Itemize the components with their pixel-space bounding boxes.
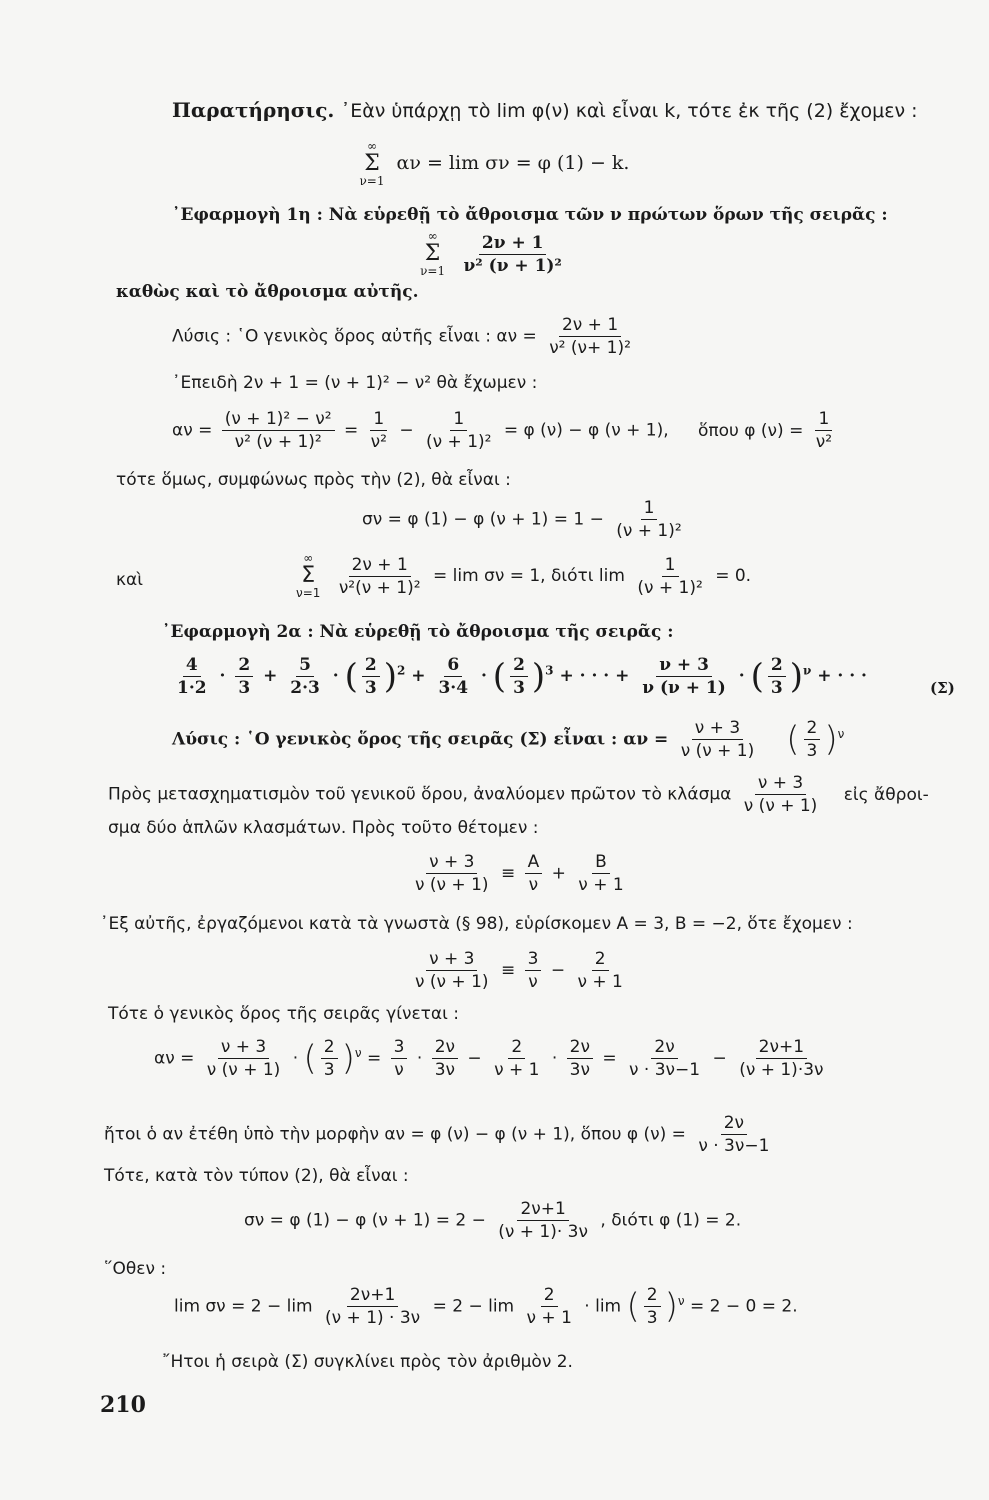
ex-aftis-line: ᾿Εξ αὐτῆς, ἐργαζόμενοι κατὰ τὰ γνωστὰ (§ 98), εὑρίσκομεν A = 3, B = −2, ὅτε ἔχομεν : xyxy=(100,914,853,934)
othen-label: ῞Οθεν : xyxy=(104,1259,167,1279)
series-sigma: $\frac{4}{1\cdot 2}$ · $\frac{2}{3}$ + $\frac{5}{2\cdot 3}$ · ( $\frac{2}{3}$ )$^2$ + $\frac{6}{3\cdot 4}$ · ( $\frac{2}{3}$ )$^3$ + · · · + $\frac{\nu + 3}{\nu (\nu + 1)}$ · ( $\frac{2}{3}$ )$^\nu$ + · · · xyxy=(177,655,867,698)
telescoping-line: αν = $\frac{\text{(ν + 1)² − ν²}}{\text{ν² (ν + 1)²}}$ = $\frac{1}{\text{ν²}}$ − $\frac{1}{\text{(ν + 1)²}}$ = φ (ν) − φ (ν + 1), ὅπου φ (ν) = $\frac{1}{\text{ν²}}$ xyxy=(172,409,833,452)
lysis-1: Λύσις : ῾Ο γενικὸς ὅρος αὐτῆς εἶναι : αν = $\frac{2\nu + 1}{\text{ν² (ν+ 1)²}}$ xyxy=(172,315,631,358)
sum-limit-line: ∞ Σ ν=1 $\frac{2\nu + 1}{\text{ν²(ν + 1)²}}$ = lim σν = 1, διότι lim $\frac{1}{\text{(ν + 1)²}}$ = 0. xyxy=(296,551,752,600)
itoi-line: ἤτοι ὁ αν ἐτέθη ὑπὸ τὴν μορφὴν αν = φ (ν) − φ (ν + 1), ὅπου φ (ν) = $\frac{2\nu}{\nu \cdot 3\nu-1}$ xyxy=(104,1113,770,1156)
application-1-series: ∞ Σ ν=1 $\frac{2\nu + 1}{\text{ν² (ν + 1)²}}$ xyxy=(420,229,562,278)
application-2-heading: ᾿Εφαρμογὴ 2α : Νὰ εὑρεθῇ τὸ ἄθροισμα τῆς σειρᾶς : xyxy=(162,622,674,642)
conclusion-line: ῎Ητοι ἡ σειρὰ (Σ) συγκλίνει πρὸς τὸν ἀριθμὸν 2. xyxy=(162,1352,573,1372)
transform-line-2: σμα δύο ἁπλῶν κλασμάτων. Πρὸς τοῦτο θέτομεν : xyxy=(108,818,539,838)
partial-sum-line: σν = φ (1) − φ (ν + 1) = 1 − $\frac{1}{\text{(ν + 1)²}}$ xyxy=(362,498,682,541)
application-1-heading: ᾿Εφαρμογὴ 1η : Νὰ εὑρεθῇ τὸ ἄθροισμα τῶν ν πρώτων ὅρων τῆς σειρᾶς : xyxy=(172,205,888,225)
general-term-expansion: αν = $\frac{\nu + 3}{\nu (\nu + 1)}$ · ( $\frac{2}{3}$ )$^\nu$ = $\frac{3}{\nu}$ · $\frac{2\nu}{3\nu}$ − $\frac{2}{\nu + 1}$ · $\frac{2\nu}{3\nu}$ = $\frac{2\nu}{\nu \cdot 3\nu-1}$ − $\frac{2\nu+1}{(\nu + 1)\cdot 3\nu}$ xyxy=(154,1037,824,1080)
partial-fractions-identity: $\frac{\nu + 3}{\nu (\nu + 1)}$ ≡ $\frac{A}{\nu}$ + $\frac{B}{\nu + 1}$ xyxy=(415,852,624,895)
page-number: 210 xyxy=(100,1392,146,1418)
tote-line: τότε ὅμως, συμφώνως πρὸς τὴν (2), θὰ εἶναι : xyxy=(116,470,511,490)
transform-line-1: Πρὸς μετασχηματισμὸν τοῦ γενικοῦ ὅρου, ἀναλύομεν πρῶτον τὸ κλάσμα $\frac{\nu + 3}{\nu (\nu + 1)}$ εἰς ἄθροι- xyxy=(108,773,929,816)
tote-formula-line: Τότε, κατὰ τὸν τύπον (2), θὰ εἶναι : xyxy=(104,1166,409,1186)
kai-label: καὶ xyxy=(116,570,143,590)
remark-text: ᾿Εὰν ὑπάρχῃ τὸ lim φ(ν) καὶ εἶναι k, τότε ἐκ τῆς (2) ἔχομεν : xyxy=(340,100,918,122)
remark-formula: ∞ Σ ν=1 αν = lim σν = φ (1) − k. xyxy=(359,139,630,188)
application-1-kathos: καθὼς καὶ τὸ ἄθροισμα αὐτῆς. xyxy=(116,282,419,302)
sigma-final-line: σν = φ (1) − φ (ν + 1) = 2 − $\frac{2\nu+1}{(\nu + 1)\cdot 3\nu}$ , διότι φ (1) = 2. xyxy=(244,1199,742,1242)
tote-general-term: Τότε ὁ γενικὸς ὅρος τῆς σειρᾶς γίνεται : xyxy=(108,1004,459,1024)
limit-line: lim σν = 2 − lim $\frac{2\nu+1}{(\nu + 1) \cdot 3\nu}$ = 2 − lim $\frac{2}{\nu + 1}$ · lim ( $\frac{2}{3}$ )$^\nu$ = 2 − 0 = 2. xyxy=(174,1285,798,1328)
decomposition-result: $\frac{\nu + 3}{\nu (\nu + 1)}$ ≡ $\frac{3}{\nu}$ − $\frac{2}{\nu + 1}$ xyxy=(415,949,623,992)
remark-label: Παρατήρησις. xyxy=(172,98,335,122)
lysis-2: Λύσις : ῾Ο γενικὸς ὅρος τῆς σειρᾶς (Σ) εἶναι : αν = $\frac{\nu + 3}{\nu (\nu + 1)}$ ( $\frac{2}{3}$ )$^\nu$ xyxy=(172,718,845,761)
epeidi-line: ᾿Επειδὴ 2ν + 1 = (ν + 1)² − ν² θὰ ἔχωμεν : xyxy=(172,373,538,393)
remark-line xyxy=(172,98,918,123)
series-tag: (Σ) xyxy=(930,679,955,697)
sum-symbol: ∞ Σ ν=1 xyxy=(359,139,385,188)
